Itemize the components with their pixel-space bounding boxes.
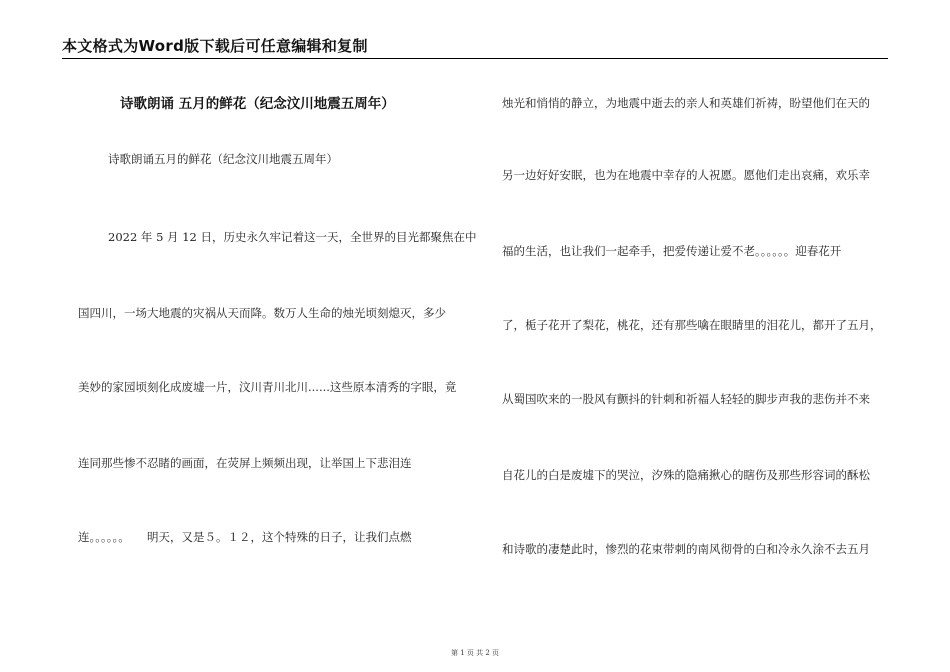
document-title: 诗歌朗诵 五月的鲜花（纪念汶川地震五周年） [120,96,395,112]
right-line-3: 福的生活，也让我们一起牵手，把爱传递让爱不老。。。。。。迎春花开 [502,244,842,258]
left-line-4: 美妙的家园顷刻化成废墟一片，汶川青川北川......这些原本清秀的字眼，竟 [78,380,457,394]
right-line-2: 另一边好好安眠，也为在地震中幸存的人祝愿。愿他们走出哀痛，欢乐幸 [502,168,870,182]
left-line-3: 国四川，一场大地震的灾祸从天而降。数万人生命的烛光顷刻熄灭，多少 [78,306,446,320]
right-line-4: 了，栀子花开了梨花，桃花，还有那些噙在眼睛里的泪花儿，都开了五月， [502,318,882,332]
page-header [62,30,888,59]
right-line-5: 从蜀国吹来的一股风有颤抖的针刺和祈福人轻轻的脚步声我的悲伤并不来 [502,392,870,406]
right-line-1: 烛光和悄悄的静立，为地震中逝去的亲人和英雄们祈祷，盼望他们在天的 [502,96,870,110]
page-number: 第 1 页 共 2 页 [450,649,500,657]
left-line-5: 连同那些惨不忍睹的画面，在荧屏上频频出现，让举国上下悲泪连 [78,456,412,470]
header-title: 本文格式为Word版下载后可任意编辑和复制 [62,37,368,55]
right-line-7: 和诗歌的凄楚此时，惨烈的花束带刺的南风彻骨的白和冷永久涂不去五月 [502,542,870,556]
left-line-6: 连。。。。。。 明天，又是５。１２，这个特殊的日子，让我们点燃 [78,530,412,544]
left-line-1: 诗歌朗诵五月的鲜花（纪念汶川地震五周年） [108,152,338,166]
left-line-2: 2022 年 5 月 12 日，历史永久牢记着这一天，全世界的目光都聚焦在中 [108,230,477,244]
right-line-6: 自花儿的白是废墟下的哭泣，汐殊的隐痛揪心的瞎伤及那些形容词的酥松 [502,468,870,482]
